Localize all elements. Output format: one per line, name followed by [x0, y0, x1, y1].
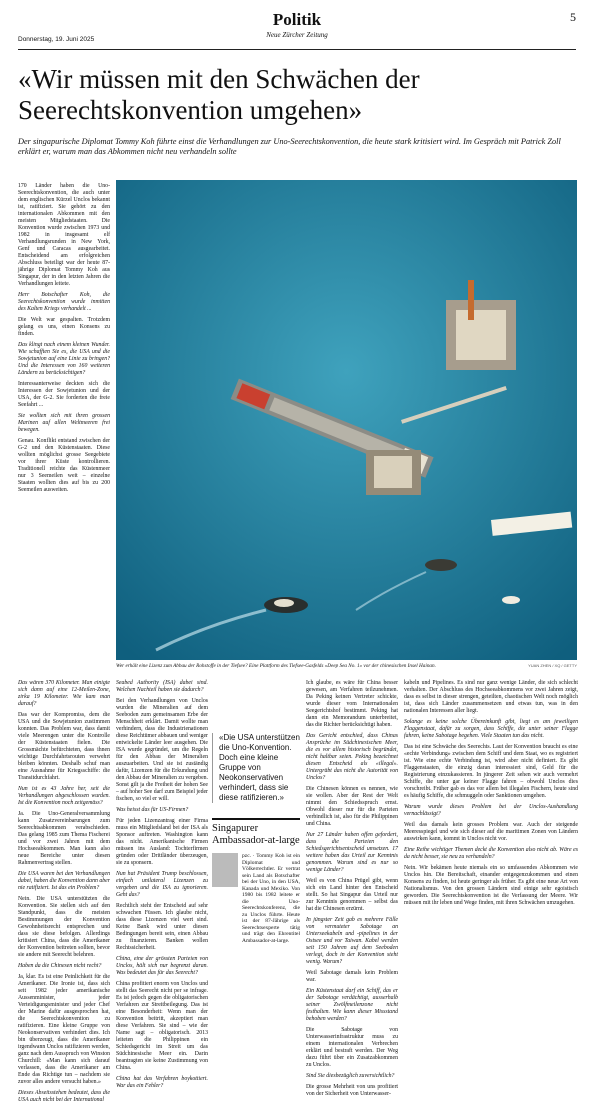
section-title: Politik	[272, 10, 322, 29]
answer-paragraph: Die Chinesen können es nennen, wie sie wollen. Aber der Rest der Welt nimmt den Schiedsspruch ernst. Obwohl dieser nur für die Parteien verbindlich ist, also für die Philippinen und China.	[306, 786, 398, 827]
publication-name: Neue Zürcher Zeitung	[266, 31, 328, 39]
photo-credit: YUAN ZHEN / XQ / GETTY	[528, 663, 577, 668]
answer-paragraph: Die Welt war gespalten. Trotzdem gelang es uns, einen Konsens zu finden.	[18, 317, 110, 337]
question-paragraph: Das Gericht entschied, dass Chinas Ansprüche im Südchinesischen Meer, die es vor allem historisch begründet, nicht haltbar seien. Peking bezeichnet diesen Entscheid als «illegal». Untergräbt das nicht die Autorität von Unclos?	[306, 733, 398, 781]
answer-paragraph: Interessanterweise deckten sich die Interessen der Sowjetunion und der USA, der G-2. Sie forderten die freie Seefahrt ...	[18, 381, 110, 408]
answer-paragraph: Die Sabotage von Unterwasserinfrastruktur muss zu einem internationalen Verbrechen erklärt und bestraft werden. Der Weg dazu führt über ein Zusatzabkommen zu Unclos.	[306, 1027, 398, 1068]
answer-paragraph: Ja. Die Uno-Generalversammlung kann Zusatzvereinbarungen zum Seerechtsabkommen verabschieden. Das gelang 1985 zum Thema Fischerei und vor zwei Jahren mit dem Hochseeabkommen. Man kann also neue Bereiche unter diesen Rahmenvertrag stellen.	[18, 811, 110, 866]
headline: «Wir müssen mit den Schwächen der Seerechtskonvention umgehen»	[18, 64, 420, 125]
article-column-1-top	[18, 183, 110, 659]
answer-paragraph: Nein. Die USA unterstützten die Konvention. Sie stellen sich auf den Standpunkt, dass die meisten Bestimmungen der Konvention Gewohnheitsrecht entsprechen und dass sie diese befolgen. Allerdings kritisiert China, dass die Amerikaner der Konvention beitreten sollten, bevor sie andere mit Seerecht belehren.	[18, 896, 110, 958]
question-paragraph: Solange es keine solche Übereinkunft gibt, liegt es am jeweiligen Flaggenstaat, dafür zu sorgen, dass Schiffe, die unter seiner Flagge fahren, keine Sabotage begehen. Viele Staaten tun das nicht.	[404, 719, 578, 739]
answer-paragraph: Weil Sabotage damals kein Problem war.	[306, 970, 398, 983]
answer-paragraph: Das ist eine Schwäche des Seerechts. Laut der Konvention braucht es eine «echte Verbindung» zwischen dem Schiff und dem Staat, wo es registriert ist. Wie eine echte Verbindung ist, wird aber nicht definiert. Es gibt Flaggenstaaten, die einzig daran interessiert sind, Geld für die Registrierung einzukassieren. In jüngerer Zeit sehen wir auch vermehrt Schiffe, die unter gar keiner Flagge fahren – obwohl Unclos dies vorschreibt. Früher gab es das vor allem bei illegalen Fischern, heute sind es häufig Schiffe, die schmuggeln oder Sanktionen umgehen.	[404, 744, 578, 799]
question-paragraph: Nun hat Präsident Trump beschlossen, einfach unilateral Lizenzen zu vergeben und die ISA zu ignorieren. Geht das?	[116, 871, 208, 898]
question-paragraph: Nur 27 Länder haben offen gefordert, dass die Parteien den Schiedsgerichtsentscheid umsetzen. 17 weitere haben das Urteil zur Kenntnis genommen. Warum sind es nur so wenige Länder?	[306, 832, 398, 873]
question-paragraph: In jüngster Zeit gab es mehrere Fälle von vermuteter Sabotage an Unterseekabeln und -pipelines in der Ostsee und vor Taiwan. Kabel werden seit 150 Jahren auf dem Seeboden verlegt, doch in der Konvention steht wenig. Warum?	[306, 917, 398, 965]
question-paragraph: Das klingt nach einem kleinen Wunder. Wie schafften Sie es, die USA und die Sowjetunion auf eine Linie zu bringen? Und die Interessen von 160 weiteren Ländern zu berücksichtigen?	[18, 342, 110, 376]
portrait-photo	[212, 853, 238, 887]
answer-paragraph: Ich glaube, es wäre für China besser gewesen, am Verfahren teilzunehmen. Da Peking keinen Vertreter schickte, wurde dieser vom Internationalen Seegerichtshof bestimmt. Peking hat dann ein Memorandum unterbreitet, das die Richter berücksichtigt haben.	[306, 680, 398, 728]
bio-title: Singapurer Ambassador-at-large	[212, 823, 300, 846]
question-paragraph: Haben da die Chinesen nicht recht?	[18, 963, 102, 969]
answer-paragraph: Weil es von China Prügel gibt, wenn sich ein Land hinter den Entscheid stellt. So hat Singapur das Urteil nur zur Kenntnis genommen – selbst das hat die Chinesen erzürnt.	[306, 878, 398, 912]
bio-text: pzc. · Tommy Koh ist ein Diplomat und Völkerrechtler. Er vertrat sein Land als Botschafter bei der Uno, in den USA, Kanada und Mexiko. Von 1980 bis 1982 leitete er die Uno-Seerechtskonferenz, die zu Unclos führte. Heute ist der 87-Jährige als Seerechtsexperte tätig und trägt den Ehrentitel Ambassador-at-large.	[242, 853, 300, 944]
answer-paragraph: kabeln und Pipelines. Es sind nur ganz wenige Länder, die sich schlecht verhalten. Der Abschluss des Hochseeabkommens vor zwei Jahren zeigt, dass es selbst in dieser strengen, geteilten, chaotischen Welt noch möglich ist, dass sich Länder zusammensetzen und etwas tun, was in den nationalen Interessen aller liegt.	[404, 680, 578, 714]
question-paragraph: Ein Küstenstaat darf ein Schiff, das er der Sabotage verdächtigt, ausserhalb seiner Zwölfmeilenzone nicht festhalten. Wie kann dieser Missstand behoben werden?	[306, 988, 398, 1022]
question-paragraph: Was heisst das für US-Firmen?	[116, 807, 189, 813]
question-paragraph: China, eine der grössten Parteien von Unclos, hält sich nur begrenzt daran. Was bedeutet das für das Seerecht?	[116, 956, 208, 976]
answer-paragraph: Das war der Kompromiss, dem die USA und die Sowjetunion zustimmen konnten. Das Problem war, dass damit viele Meerengen unter die Kontrolle der Küstenstaaten fielen. Die Grossmächte befürchteten, dass ihnen wichtige Durchfahrtsrouten verwehrt bleiben könnten. Deshalb schuf man eine Ausnahme für Kriegsschiffe: die Transitdurchfahrt.	[18, 712, 110, 781]
article-column-2	[116, 680, 208, 1089]
gas-platform-photo-icon	[116, 180, 577, 660]
page-number: 5	[570, 10, 576, 24]
photo-caption-row	[116, 663, 577, 669]
answer-paragraph: China profitiert enorm von Unclos und stellt das Seerecht nicht per se infrage. Es ist jedoch gegen die obligatorischen Verfahren zur Streitbeilegung. Das ist eine Besonderheit: Wenn man der Konvention beitritt, akzeptiert man diese Verfahren. Sie sind – wie der Name sagt – obligatorisch. 2013 leiteten die Philippinen ein Schiedsgericht im Streit um das Südchinesische Meer ein. Darin beantragten sie keine Zustimmung von China.	[116, 981, 208, 1071]
question-paragraph: Warum wurde dieses Problem bei der Unclos-Aushandlung vernachlässigt?	[404, 804, 578, 817]
answer-paragraph: Die grosse Mehrheit von uns profitiert von der Sicherheit von Unterwasser-	[306, 1084, 398, 1097]
question-paragraph: Eine Reihe wichtiger Themen deckt die Konvention also nicht ab. Wäre es da nicht besser, sie neu zu verhandeln?	[404, 847, 578, 860]
article-column-1-bottom	[18, 680, 110, 1103]
question-paragraph: Dieses Abseitsstehen bedeutet, dass die USA auch nicht bei der International	[18, 1090, 110, 1103]
answer-paragraph: Bei den Verhandlungen von Unclos wurden die Mineralien auf dem Seeboden zum gemeinsamen Erbe der Menschheit erklärt. Damit wollte man verhindern, dass die Industrienationen diese Reichtümer abbauen und weniger entwickelte Länder leer ausgehen. Die ISA wurde gegründet, um die Regeln für den Abbau der Mineralien auszuarbeiten. Und sie ist zuständig dafür, Lizenzen für die Erkundung und den Abbau der Mineralien zu vergeben. Sonst gilt ja die Freiheit der hohen See – auf hoher See darf zum Beispiel jeder fischen, so viel er will.	[116, 698, 208, 802]
article-column-4	[404, 680, 578, 906]
question-paragraph: Das wären 370 Kilometer. Man einigte sich dann auf eine 12-Meilen-Zone, zirka 19 Kilometer. Wie kam man darauf?	[18, 680, 110, 707]
answer-paragraph: Rechtlich steht der Entscheid auf sehr schwachen Füssen. Ich glaube nicht, dass diese Lizenzen viel wert sind. Keine Bank wird unter diesen Bedingungen bereit sein, einen Abbau zu finanzieren. Banken wollen Rechtssicherheit.	[116, 903, 208, 951]
lead-text: Der singapurische Diplomat Tommy Koh führte einst die Verhandlungen zur Uno-Seerechtskonvention, die heute stark kritisiert wird. Im Gespräch mit Patrick Zoll erklärt er, warum man das Abkommen nicht neu verhandeln sollte	[18, 137, 561, 156]
question-paragraph: Seabed Authority (ISA) dabei sind. Welchen Nachteil haben sie dadurch?	[116, 680, 208, 693]
answer-paragraph: Nein. Wir bekämen heute niemals ein so umfassendes Abkommen wie Unclos hin. Die Bereitschaft, einander entgegenzukommen und einen Konsens zu finden, ist heute geringer als früher. Es gibt eine neue Art von Nationalismus. Von den grossen Ländern sind einige sehr egoistisch geworden. Die Seerechtskonvention ist die Verfassung der Meere. Wir müssen mit ihr leben und Wege finden, mit ihren Schwächen umzugehen.	[404, 865, 578, 906]
question-paragraph: Sind Sie diesbezüglich zuversichtlich?	[306, 1073, 395, 1079]
question-paragraph: Nun ist es 43 Jahre her, seit die Verhandlungen abgeschlossen wurden. Ist die Konvention noch zeitgemäss?	[18, 786, 110, 806]
answer-paragraph: Für jeden Lizenzantrag einer Firma muss ein Mitgliedsland bei der ISA als Sponsor auftreten. Washington kann das nicht. Amerikanische Firmen müssen ins Ausland: Tochterfirmen gründen oder Drittländer überzeugen, sie zu sponsern.	[116, 818, 208, 866]
author-bio-box	[212, 818, 300, 944]
article-column-3	[306, 680, 398, 1097]
answer-paragraph: 170 Länder haben die Uno-Seerechtskonvention, die auch unter dem englischen Kürzel Unclos bekannt ist, ratifiziert. Sie gehört zu den internationalen Abkommen mit den meisten Mitgliedstaaten. Die Konvention wurde zwischen 1973 und 1982 in insgesamt elf Verhandlungsrunden in New York, Genf und Caracas ausgearbeitet. Entscheidend am erfolgreichen Abschluss beteiligt war der heute 87-jährige Diplomat Tommy Koh aus Singapur, der in den letzten Jahren die Verhandlungen leitete.	[18, 183, 110, 287]
question-paragraph: Herr Botschafter Koh, die Seerechtskonvention wurde inmitten des Kalten Kriegs verhandelt ...	[18, 292, 110, 312]
page-header	[18, 6, 576, 50]
pull-quote: «Die USA unterstützen die Uno-Konvention. Doch eine kleine Gruppe von Neokonservativen verhindert, dass sie diese ratifizieren.»	[212, 733, 300, 803]
answer-paragraph: Ja, klar. Es ist eine Peinlichkeit für die Amerikaner. Die Ironie ist, dass sich seit 1982 jeder amerikanische Aussenminister, jeder Verteidigungsminister und jeder Chef der Marine dafür ausgesprochen hat, die Seerechtskonvention zu ratifizieren. Eine kleine Gruppe von Neokonservativen verhindert dies. Ich bin überzeugt, dass die Amerikaner irgendwann Unclos ratifizieren werden, ganz nach dem Ausspruch von Winston Churchill: «Man kann sich darauf verlassen, dass die Amerikaner am Ende das Richtige tun – nachdem sie zuvor alles andere versucht haben.»	[18, 974, 110, 1085]
photo-caption: Wer erhält eine Lizenz zum Abbau der Rohstoffe in der Tiefsee? Eine Plattform des Tiefsee-Gasfelds «Deep Sea No. 1» vor der chinesischen Insel Hainan.	[116, 663, 436, 669]
question-paragraph: China hat das Verfahren boykottiert. War das ein Fehler?	[116, 1076, 208, 1089]
article-photo	[116, 180, 577, 660]
issue-date: Donnerstag, 19. Juni 2025	[18, 36, 95, 43]
question-paragraph: Sie wollten sich mit ihren grossen Marinen auf allen Weltmeeren frei bewegen.	[18, 413, 110, 433]
answer-paragraph: Genau. Konflikt entstand zwischen der G-2 und den Küstenstaaten. Diese wollten möglichst grosse Seegebiete vor ihrer Küste kontrollieren. Traditionell reichte das Küstenmeer nur 3 Seemeilen weit – einzelne Staaten wollten dies auf bis zu 200 Seemeilen ausweiten.	[18, 438, 110, 493]
answer-paragraph: Weil das damals kein grosses Problem war. Auch der steigende Meeresspiegel und wie sich dieser auf die maritimen Zonen von Ländern auswirken kann, kommt in Unclos nicht vor.	[404, 822, 578, 842]
question-paragraph: Die USA waren bei den Verhandlungen dabei, haben die Konvention dann aber nie ratifiziert. Ist das ein Problem?	[18, 871, 110, 891]
